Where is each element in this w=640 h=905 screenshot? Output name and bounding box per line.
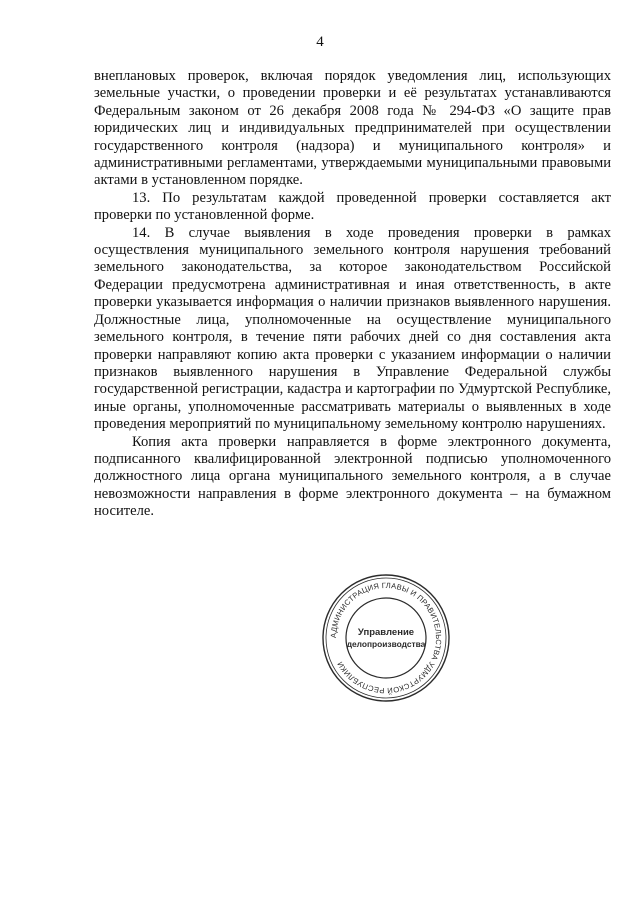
stamp-center-line-1: Управление — [357, 627, 415, 638]
stamp-outer-ring-inner — [326, 578, 446, 698]
stamp-inner-ring — [346, 598, 426, 678]
official-stamp — [320, 572, 452, 704]
stamp-graphic — [320, 572, 452, 704]
paragraph-continuation: внеплановых проверок, включая порядок уведомления лиц, использующих земельные участки, о проведении проверки и её результатах устанавливаются Федеральным законом от 26 декабря 2008 года № 294-ФЗ «О защите прав юридических лиц и индивидуальных предпринимателей при осуществлении государственного контроля (надзора) и муниципального контроля» и административными регламентами, утверждаемыми муниципальными правовыми актами в установленном порядке. — [94, 68, 611, 189]
paragraph-item-14: 14. В случае выявления в ходе проведения проверки в рамках осуществления муниципального земельного контроля нарушения требований земельного законодательства, за которое законодательством Российской Федерации предусмотрена административная и иная ответственность, в акте проверки указывается информация о наличии признаков выявленного нарушения. Должностные лица, уполномоченные на осуществление муниципального земельного контроля, в течение пяти рабочих дней со дня составления акта проверки направляют копию акта проверки с указанием информации о наличии признаков выявленного нарушения в Управление Федеральной службы государственной регистрации, кадастра и картографии по Удмуртской Республике, иные органы, уполномоченные рассматривать материалы о выявленных в ходе проведения мероприятий по муниципальному земельному контролю нарушениях. — [94, 224, 611, 433]
paragraph-copy-act: Копия акта проверки направляется в форме электронного документа, подписанного квалифицированной электронной подписью уполномоченного должностного лица органа муниципального земельного контроля, а в случае невозможности направления в форме электронного документа – на бумажном носителе. — [94, 433, 611, 520]
text-body — [94, 68, 611, 521]
page-number: 4 — [316, 34, 324, 50]
stamp-center-line-2: делопроизводства — [346, 639, 426, 649]
stamp-outer-ring — [323, 575, 449, 701]
stamp-ring-text: АДМИНИСТРАЦИЯ ГЛАВЫ И ПРАВИТЕЛЬСТВА УДМУРТСКОЙ РЕСПУБЛИКИ — [328, 580, 444, 696]
paragraph-item-13: 13. По результатам каждой проведенной проверки составляется акт проверки по установленной форме. — [94, 189, 611, 224]
